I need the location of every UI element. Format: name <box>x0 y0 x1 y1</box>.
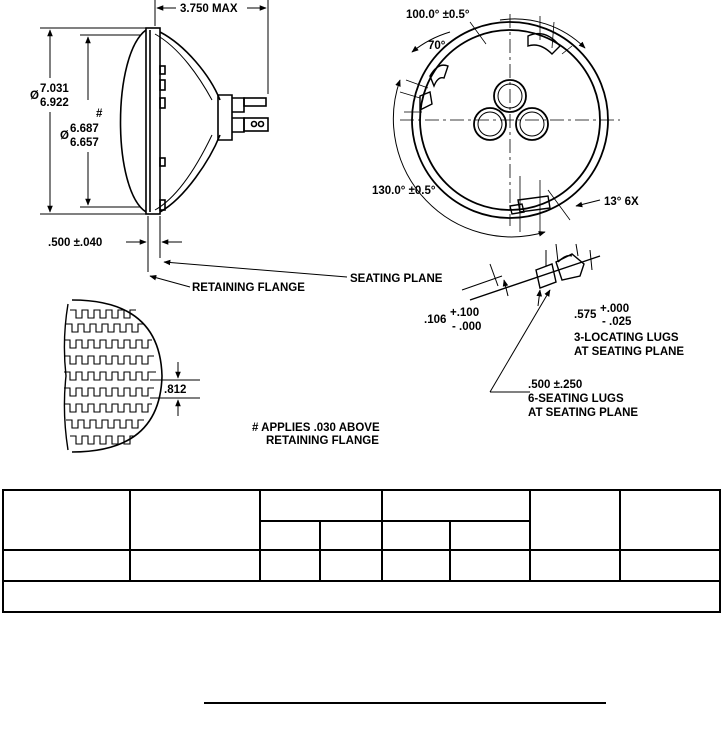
reflector-outline <box>160 32 220 212</box>
label-locating-lugs-2: AT SEATING PLANE <box>574 346 685 358</box>
label-inner-dia-max: 6.687 <box>70 123 99 135</box>
label-flange-offset: .500 ±.040 <box>48 237 103 249</box>
table-cell <box>382 490 530 521</box>
label-lug-height-plus: +.100 <box>450 307 480 319</box>
retaining-flange <box>146 28 160 214</box>
label-hash: # <box>96 108 103 120</box>
table-row-notes <box>3 581 720 612</box>
lamp-side-view <box>121 28 269 214</box>
label-seating-dim: .500 ±.250 <box>528 379 583 391</box>
label-outer-dia-min: 6.922 <box>40 97 69 109</box>
table-cell <box>130 550 260 581</box>
label-angle-13: 13° 6X <box>604 196 639 208</box>
label-locating-plus: +.000 <box>600 303 630 315</box>
label-outer-dia-sym: Ø <box>30 90 39 102</box>
label-lens-pattern-dim: .812 <box>164 384 187 396</box>
label-note-1: # APPLIES .030 ABOVE <box>252 422 380 434</box>
table-cell <box>450 521 530 550</box>
terminal-base <box>218 95 232 140</box>
arc-130 <box>393 80 545 237</box>
label-locating-base: .575 <box>574 309 597 321</box>
label-angle-100: 100.0° ±0.5° <box>406 9 470 21</box>
table-cell <box>620 490 720 550</box>
table-cell <box>382 550 450 581</box>
table-cell <box>130 490 260 550</box>
table-row-header <box>3 490 720 521</box>
lug-1 <box>160 66 165 74</box>
table-cell <box>3 550 130 581</box>
label-inner-dia-sym: Ø <box>60 130 69 142</box>
terminal-lower <box>232 118 244 132</box>
table-cell <box>450 550 530 581</box>
table-cell <box>530 490 620 550</box>
label-length-max: 3.750 MAX <box>180 3 238 15</box>
label-seating-lugs-1: 6-SEATING LUGS <box>528 393 624 405</box>
lens-pattern-detail <box>64 300 200 452</box>
label-seating-plane: SEATING PLANE <box>350 273 443 285</box>
label-lug-height-minus: - .000 <box>452 321 482 333</box>
terminal-blade-upper <box>244 98 266 106</box>
table-cell <box>3 581 720 612</box>
label-angle-70: 70° <box>428 40 446 52</box>
label-seating-lugs-2: AT SEATING PLANE <box>528 407 639 419</box>
label-outer-dia-max: 7.031 <box>40 83 69 95</box>
terminal-upper <box>232 98 244 112</box>
label-inner-dia-min: 6.657 <box>70 137 99 149</box>
bottom-rule <box>204 702 606 704</box>
table-cell <box>620 550 720 581</box>
table-cell <box>382 521 450 550</box>
table-cell <box>260 521 320 550</box>
table-cell <box>530 550 620 581</box>
lens-dome-outline <box>121 30 147 212</box>
lug-4 <box>160 158 165 166</box>
table-cell <box>320 521 382 550</box>
label-locating-minus: - .025 <box>602 316 632 328</box>
label-note-2: RETAINING FLANGE <box>266 435 379 447</box>
label-retaining-flange: RETAINING FLANGE <box>192 282 305 294</box>
left-lamp-hole <box>474 108 506 140</box>
lug-2 <box>160 80 165 90</box>
table-cell <box>3 490 130 550</box>
table-cell <box>320 550 382 581</box>
table-cell <box>260 550 320 581</box>
label-locating-lugs-1: 3-LOCATING LUGS <box>574 332 679 344</box>
spec-table <box>2 489 721 613</box>
lug-3 <box>160 98 165 108</box>
table-row <box>3 550 720 581</box>
label-angle-130: 130.0° ±0.5° <box>372 185 436 197</box>
label-lug-height-base: .106 <box>424 314 447 326</box>
table-cell <box>260 490 382 521</box>
dimension-labels <box>30 3 684 447</box>
right-lamp-hole <box>516 108 548 140</box>
reflector-inner <box>155 34 212 210</box>
